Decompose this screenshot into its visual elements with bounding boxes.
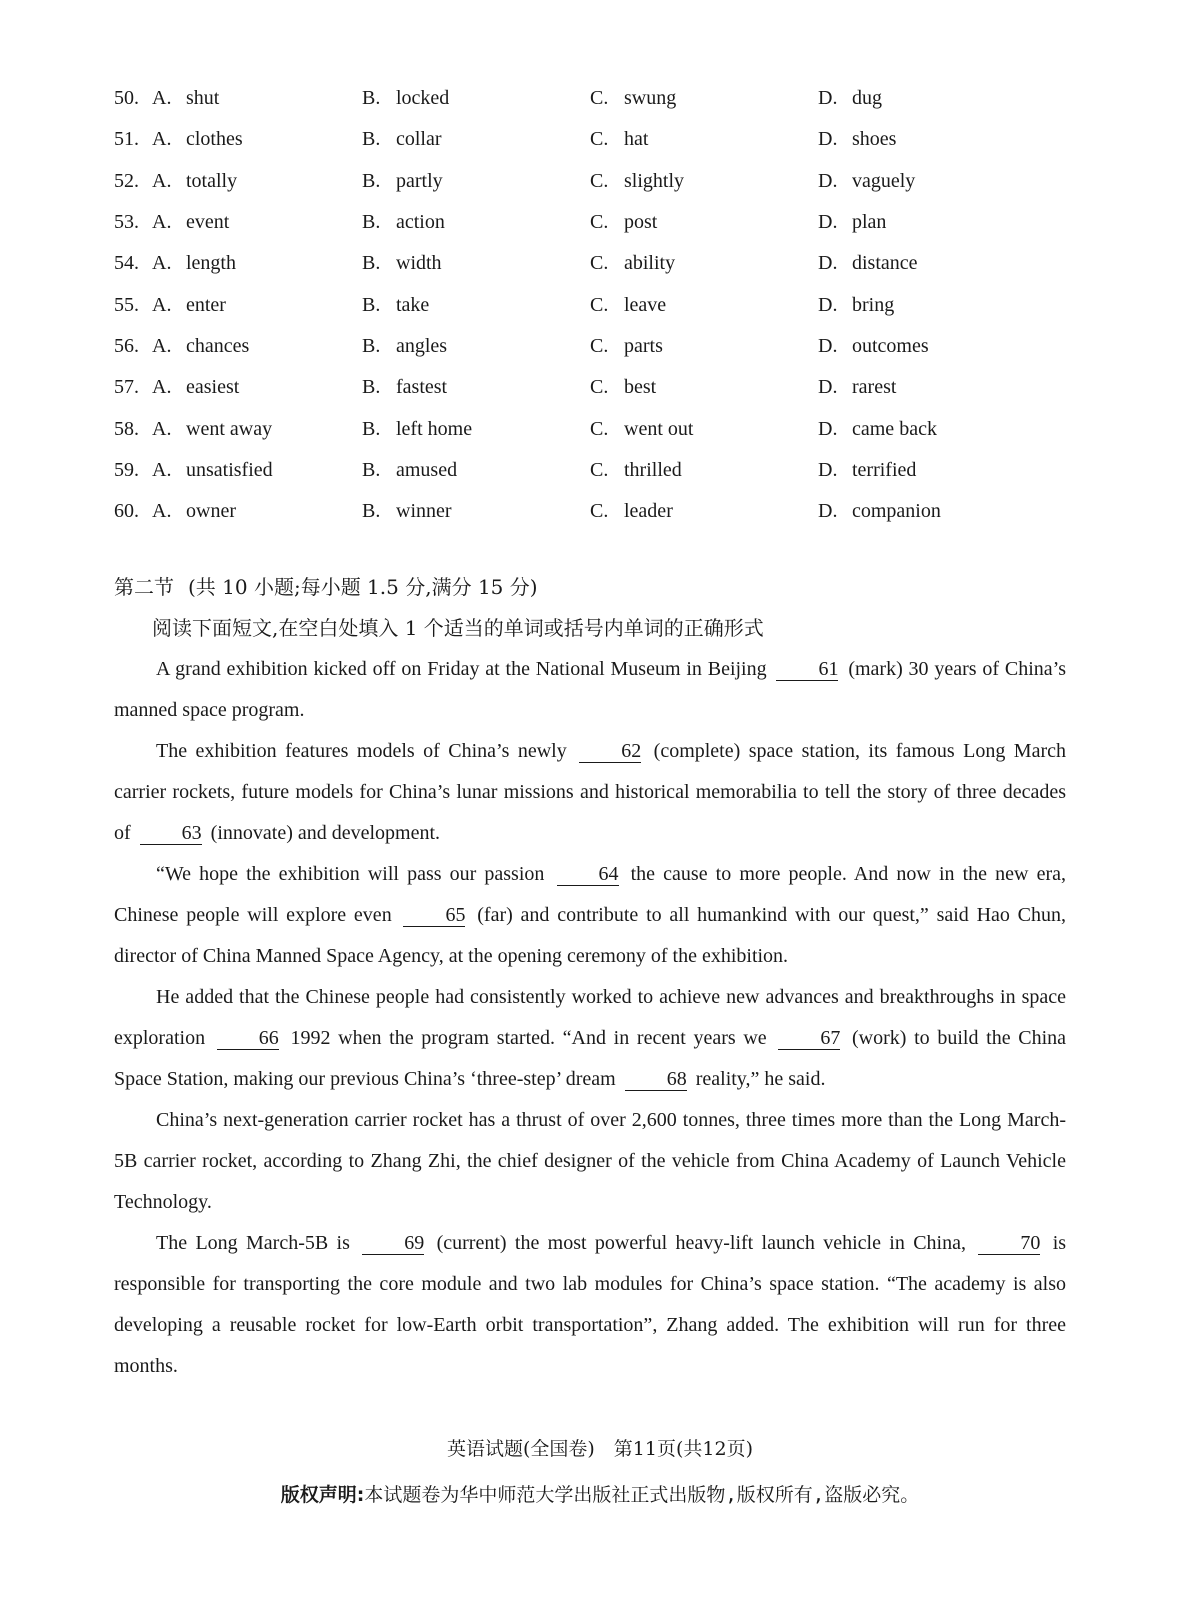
option-text: left home — [396, 417, 473, 440]
option-letter: C. — [590, 376, 609, 399]
option-text: best — [624, 376, 657, 399]
option-text: plan — [852, 211, 887, 234]
option-c — [590, 500, 818, 523]
passage-text: The exhibition features models of China’s newly — [156, 740, 567, 762]
passage-paragraph — [114, 731, 1066, 854]
option-text: distance — [852, 252, 918, 275]
option-letter: B. — [362, 334, 381, 357]
option-c — [590, 294, 818, 317]
copyright-label: 版权声明: — [280, 1484, 365, 1506]
passage-text: is responsible for transporting the core module and two lab modules for China’s space station. “The academy is also developing a reusable rocket for low-Earth orbit transportation”, Zhang added. The exhibition will run for three months. — [114, 1232, 1067, 1377]
blank-number: 66 — [217, 1027, 279, 1050]
option-text: unsatisfied — [186, 458, 273, 481]
answer-options-table — [114, 78, 1074, 532]
option-text: dug — [852, 87, 882, 110]
option-b — [362, 211, 590, 234]
option-letter: C. — [590, 334, 609, 357]
option-text: enter — [186, 293, 226, 316]
option-text: amused — [396, 458, 458, 481]
option-text: length — [186, 252, 236, 275]
option-letter: D. — [818, 458, 838, 481]
option-b — [362, 418, 590, 441]
option-text: thrilled — [624, 458, 682, 481]
option-text: leave — [624, 293, 667, 316]
option-letter: A. — [152, 211, 172, 234]
option-d — [818, 459, 1058, 482]
passage-text: China’s next-generation carrier rocket has a thrust of over 2,600 tonnes, three times more than the Long March-5B carrier rocket, according to Zhang Zhi, the chief designer of the vehicle from China Academy of Launch Vehicle Technology. — [114, 1109, 1066, 1213]
question-number: 55. — [114, 293, 139, 316]
copyright-text: 本试题卷为华中师范大学出版社正式出版物,版权所有,盗版必究。 — [364, 1484, 920, 1506]
option-text: collar — [396, 128, 442, 151]
passage-text: (mark) 30 years of China’s manned space program. — [114, 658, 1067, 721]
option-b — [362, 87, 590, 110]
passage-text: 1992 when the program started. “And in recent years we — [290, 1027, 767, 1049]
option-d — [818, 500, 1058, 523]
section-title: 第二节 — [114, 575, 174, 599]
option-c — [590, 418, 818, 441]
option-letter: D. — [818, 128, 838, 151]
option-row — [114, 408, 1074, 449]
option-b — [362, 170, 590, 193]
option-letter: A. — [152, 500, 172, 523]
blank-number: 70 — [978, 1232, 1040, 1255]
option-text: went away — [186, 417, 273, 440]
option-a — [152, 252, 362, 275]
option-text: companion — [852, 500, 941, 523]
option-text: rarest — [852, 376, 897, 399]
question-number: 51. — [114, 128, 139, 151]
passage-text: “We hope the exhibition will pass our passion — [156, 863, 545, 885]
option-c — [590, 128, 818, 151]
passage-paragraph — [114, 854, 1066, 977]
option-row — [114, 450, 1074, 491]
option-a — [152, 211, 362, 234]
option-row — [114, 243, 1074, 284]
option-c — [590, 335, 818, 358]
option-a — [152, 170, 362, 193]
option-a — [152, 500, 362, 523]
option-letter: B. — [362, 458, 381, 481]
question-number: 59. — [114, 458, 139, 481]
passage-text: reality,” he said. — [695, 1068, 826, 1090]
option-c — [590, 252, 818, 275]
option-row — [114, 326, 1074, 367]
option-row — [114, 161, 1074, 202]
option-text: width — [396, 252, 442, 275]
option-row — [114, 367, 1074, 408]
passage-paragraph — [114, 1100, 1066, 1223]
option-text: owner — [186, 500, 236, 523]
blank-number: 62 — [579, 740, 641, 763]
question-number: 58. — [114, 417, 139, 440]
option-a — [152, 376, 362, 399]
option-letter: C. — [590, 293, 609, 316]
option-c — [590, 211, 818, 234]
option-letter: A. — [152, 417, 172, 440]
option-text: post — [624, 211, 658, 234]
option-d — [818, 128, 1058, 151]
section-detail: (共 10 小题;每小题 1.5 分,满分 15 分) — [188, 575, 538, 599]
blank-number: 65 — [403, 904, 465, 927]
option-letter: B. — [362, 293, 381, 316]
option-text: outcomes — [852, 334, 929, 357]
option-text: shut — [186, 87, 220, 110]
passage-paragraph — [114, 649, 1066, 731]
option-text: angles — [396, 334, 448, 357]
option-c — [590, 170, 818, 193]
option-letter: D. — [818, 417, 838, 440]
question-number: 57. — [114, 376, 139, 399]
option-letter: B. — [362, 87, 381, 110]
question-number: 54. — [114, 252, 139, 275]
option-letter: D. — [818, 87, 838, 110]
question-number: 56. — [114, 334, 139, 357]
section-two — [114, 567, 1066, 1387]
option-text: went out — [624, 417, 694, 440]
passage-paragraph — [114, 1223, 1066, 1387]
option-d — [818, 418, 1058, 441]
option-b — [362, 500, 590, 523]
option-d — [818, 211, 1058, 234]
option-letter: D. — [818, 376, 838, 399]
option-letter: B. — [362, 211, 381, 234]
blank-number: 68 — [625, 1068, 687, 1091]
option-a — [152, 294, 362, 317]
option-text: action — [396, 211, 445, 234]
option-row — [114, 202, 1074, 243]
option-d — [818, 335, 1058, 358]
passage-text: the cause to more people. And now in the new era, Chinese people will explore even — [114, 863, 1066, 926]
option-text: leader — [624, 500, 673, 523]
question-number: 52. — [114, 169, 139, 192]
option-text: partly — [396, 169, 443, 192]
option-text: fastest — [396, 376, 448, 399]
option-text: chances — [186, 334, 250, 357]
option-a — [152, 128, 362, 151]
option-text: winner — [396, 500, 452, 523]
option-letter: B. — [362, 500, 381, 523]
option-letter: D. — [818, 211, 838, 234]
option-text: bring — [852, 293, 895, 316]
blank-number: 63 — [140, 822, 202, 845]
option-letter: D. — [818, 334, 838, 357]
option-d — [818, 294, 1058, 317]
option-letter: B. — [362, 417, 381, 440]
option-a — [152, 418, 362, 441]
option-letter: A. — [152, 252, 172, 275]
option-c — [590, 459, 818, 482]
passage-text: (work) to build the China Space Station, making our previous China’s ‘three-step’ dream — [114, 1027, 1067, 1090]
option-letter: D. — [818, 293, 838, 316]
option-c — [590, 87, 818, 110]
option-b — [362, 376, 590, 399]
option-text: event — [186, 211, 230, 234]
option-row — [114, 284, 1074, 325]
option-letter: A. — [152, 87, 172, 110]
option-d — [818, 170, 1058, 193]
option-letter: A. — [152, 458, 172, 481]
passage-text: (far) and contribute to all humankind with our quest,” said Hao Chun, director of China Manned Space Agency, at the opening ceremony of the exhibition. — [114, 904, 1067, 967]
passage-text: (innovate) and development. — [210, 822, 441, 844]
option-letter: A. — [152, 376, 172, 399]
passage-text: A grand exhibition kicked off on Friday at the National Museum in Beijing — [156, 658, 767, 680]
option-letter: C. — [590, 252, 609, 275]
option-letter: B. — [362, 376, 381, 399]
option-letter: C. — [590, 500, 609, 523]
option-letter: D. — [818, 252, 838, 275]
option-letter: D. — [818, 169, 838, 192]
option-row — [114, 491, 1074, 532]
option-letter: A. — [152, 128, 172, 151]
page-footer: 英语试题(全国卷) 第11页(共12页) — [446, 1438, 753, 1460]
option-d — [818, 252, 1058, 275]
option-letter: A. — [152, 169, 172, 192]
option-letter: B. — [362, 128, 381, 151]
option-text: take — [396, 293, 430, 316]
option-letter: D. — [818, 500, 838, 523]
blank-number: 67 — [778, 1027, 840, 1050]
option-letter: C. — [590, 458, 609, 481]
copyright-notice — [0, 1480, 1200, 1507]
option-letter: C. — [590, 87, 609, 110]
option-text: totally — [186, 169, 238, 192]
option-letter: B. — [362, 252, 381, 275]
option-letter: A. — [152, 293, 172, 316]
blank-number: 64 — [557, 863, 619, 886]
passage-text: He added that the Chinese people had consistently worked to achieve new advances and breakthroughs in space exploration — [114, 986, 1066, 1049]
option-text: shoes — [852, 128, 897, 151]
option-b — [362, 294, 590, 317]
option-row — [114, 78, 1074, 119]
section-heading — [114, 567, 1066, 608]
option-text: vaguely — [852, 169, 916, 192]
blank-number: 61 — [776, 658, 838, 681]
option-text: swung — [624, 87, 677, 110]
question-number: 60. — [114, 500, 139, 523]
passage-text: The Long March-5B is — [156, 1232, 350, 1254]
question-number: 53. — [114, 211, 139, 234]
option-letter: C. — [590, 128, 609, 151]
option-c — [590, 376, 818, 399]
option-d — [818, 87, 1058, 110]
passage-paragraph — [114, 977, 1066, 1100]
option-text: hat — [624, 128, 649, 151]
question-number: 50. — [114, 87, 139, 110]
option-a — [152, 87, 362, 110]
option-d — [818, 376, 1058, 399]
option-text: clothes — [186, 128, 243, 151]
option-letter: C. — [590, 417, 609, 440]
option-text: slightly — [624, 169, 685, 192]
option-letter: C. — [590, 211, 609, 234]
option-b — [362, 459, 590, 482]
option-text: easiest — [186, 376, 240, 399]
option-letter: C. — [590, 169, 609, 192]
option-text: ability — [624, 252, 676, 275]
option-b — [362, 128, 590, 151]
passage — [114, 649, 1066, 1387]
section-instruction: 阅读下面短文,在空白处填入 1 个适当的单词或括号内单词的正确形式 — [152, 616, 764, 640]
option-a — [152, 335, 362, 358]
option-b — [362, 335, 590, 358]
option-text: locked — [396, 87, 450, 110]
passage-text: (current) the most powerful heavy-lift launch vehicle in China, — [436, 1232, 966, 1254]
option-text: parts — [624, 334, 663, 357]
option-text: terrified — [852, 458, 917, 481]
option-a — [152, 459, 362, 482]
option-row — [114, 119, 1074, 160]
passage-text: (complete) space station, its famous Long March carrier rockets, future models for China’s lunar missions and historical memorabilia to tell the story of three decades of — [114, 740, 1067, 844]
option-letter: A. — [152, 334, 172, 357]
option-letter: B. — [362, 169, 381, 192]
blank-number: 69 — [362, 1232, 424, 1255]
option-b — [362, 252, 590, 275]
option-text: came back — [852, 417, 937, 440]
